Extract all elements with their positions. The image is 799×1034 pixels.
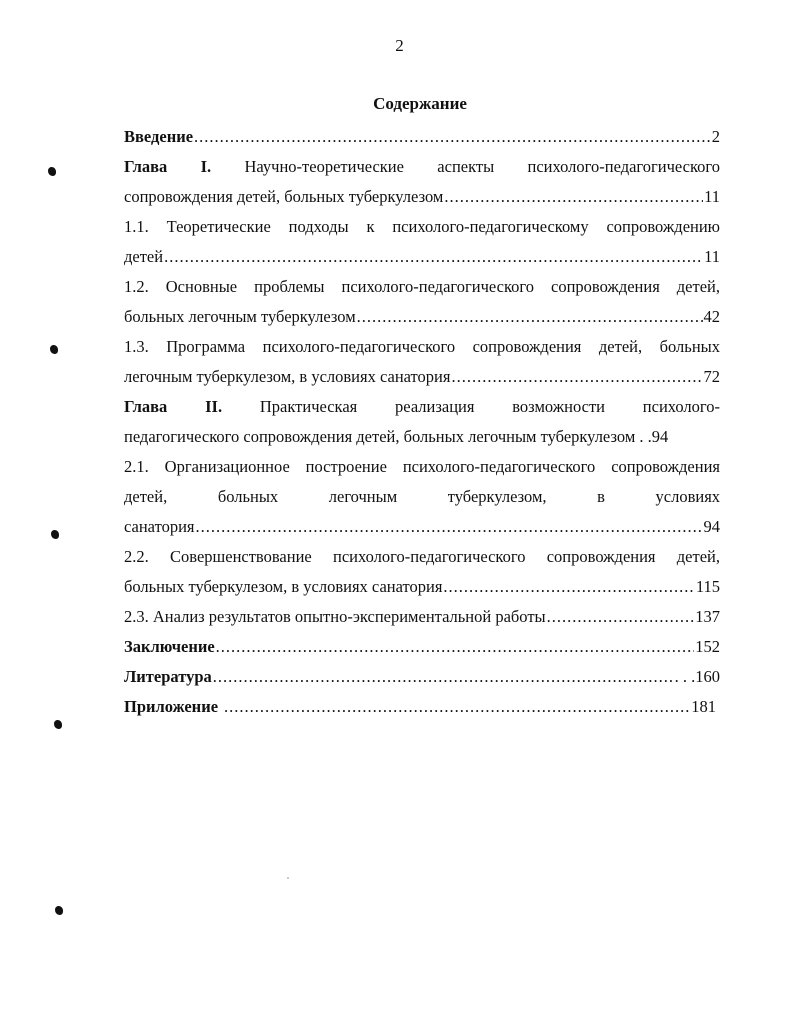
toc-word: реализация [395,397,475,416]
toc-page: 72 [703,367,720,386]
toc-label: Литература [124,667,212,686]
toc-label: легочным туберкулезом, в условиях санатория [124,367,451,386]
toc-entry-introduction [124,122,720,152]
toc-label: 2.2. Совершенствование психолого-педагогического сопровождения детей, [124,547,720,566]
toc-entry-chapter-1 [124,152,720,212]
toc-entry-1-2 [124,272,720,332]
toc-entry-2-3 [124,602,720,632]
toc-label: 1.2. Основные проблемы психолого-педагогического сопровождения детей, [124,277,720,296]
dot-leader [224,692,690,722]
dot-leader [213,662,674,692]
page-number: 2 [395,36,404,55]
toc-label: 1.3. Программа психолого-педагогического сопровождения детей, больных [124,337,720,356]
binding-hole-mark [55,906,63,915]
toc-word: туберкулезом, [447,487,547,506]
toc-page: 11 [704,247,720,266]
toc-entry-appendix [124,692,720,722]
toc-entry-2-2 [124,542,720,602]
toc-label: Приложение [124,697,219,716]
toc-label: 2.3. Анализ результатов опытно-экспериментальной работы [124,607,546,626]
dot-leader [444,182,703,212]
dot-leader [164,242,703,272]
chapter-word: Глава [124,157,168,176]
toc-page: 2 [711,127,720,146]
dot-leader [451,362,702,392]
toc-page: 115 [695,577,720,596]
toc-label: Введение [124,127,194,146]
toc-label: педагогического сопровождения детей, больных легочным туберкулезом . . [124,427,652,446]
toc-word: возможности [512,397,605,416]
toc-word: условиях [655,487,720,506]
dot-leader [196,512,703,542]
toc-entry-2-1 [124,452,720,542]
toc-word: Научно-теоретические [244,157,404,176]
toc-label: больных туберкулезом, в условиях санатория [124,577,443,596]
toc-entry-chapter-2 [124,392,720,452]
dot-leader [547,602,695,632]
toc-label: 2.1. Организационное построение психолого-педагогического сопровождения [124,457,720,476]
toc-label: Заключение [124,637,215,656]
toc-label: санатория [124,517,195,536]
toc-entry-literature [124,662,720,692]
toc-entry-1-1 [124,212,720,272]
chapter-word: Глава [124,397,168,416]
toc-label: сопровождения детей, больных туберкулезом [124,187,444,206]
toc-label: 1.1. Теоретические подходы к психолого-педагогическому сопровождению [124,217,720,236]
dot-leader [216,632,695,662]
toc-title: Содержание [373,94,467,113]
toc-page: 137 [695,607,720,626]
toc-page: 94 [651,427,669,446]
binding-hole-mark [51,530,59,539]
toc-word: психолого- [642,397,720,416]
toc-word: в [597,487,605,506]
dot-leader [357,302,703,332]
toc-entry-conclusion [124,632,720,662]
toc-word: больных [217,487,279,506]
toc-entry-1-3 [124,332,720,392]
toc-page: 11 [704,187,720,206]
toc-page: . . .160 [674,667,720,686]
toc-word: аспекты [437,157,495,176]
dot-leader [194,122,711,152]
toc-word: детей, [124,487,168,506]
dot-leader [443,572,694,602]
toc-page: 42 [703,307,720,326]
binding-hole-mark [50,345,58,354]
binding-hole-mark [48,167,56,176]
scan-speck [287,877,289,879]
toc-word: легочным [328,487,398,506]
toc-label: больных легочным туберкулезом [124,307,356,326]
chapter-number: II. [205,397,223,416]
chapter-number: I. [200,157,212,176]
toc-label: детей [124,247,164,266]
toc-page: 94 [703,517,720,536]
binding-hole-mark [54,720,62,729]
toc-word: психолого-педагогического [527,157,720,176]
toc-page: 152 [695,637,720,656]
toc-word: Практическая [259,397,358,416]
toc-page: 181 [691,697,716,716]
table-of-contents [124,122,720,722]
